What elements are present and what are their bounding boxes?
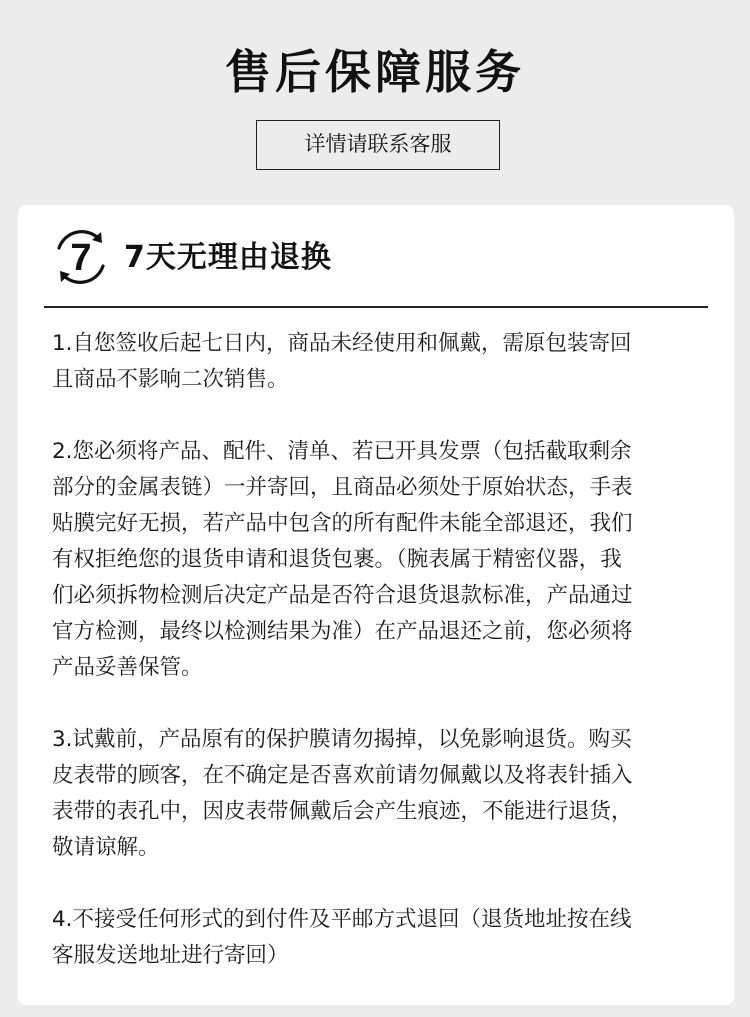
rule-line: 皮表带的顾客，在不确定是否喜欢前请勿佩戴以及将表针插入 — [52, 763, 633, 788]
rule-line: 产品妥善保管。 — [52, 655, 203, 680]
heading-divider — [44, 306, 708, 308]
rule-line: 2.您必须将产品、配件、清单、若已开具发票（包括截取剩余 — [52, 439, 632, 464]
rule-line: 表带的表孔中，因皮表带佩戴后会产生痕迹，不能进行退货， — [52, 799, 633, 824]
rule-line: 贴膜完好无损，若产品中包含的所有配件未能全部退还，我们 — [52, 511, 633, 536]
rule-line: 部分的金属表链）一并寄回，且商品必须处于原始状态，手表 — [52, 475, 633, 500]
rule-line: 们必须拆物检测后决定产品是否符合退货退款标准，产品通过 — [52, 583, 633, 608]
rule-item-1 — [52, 326, 702, 398]
rule-line: 且商品不影响二次销售。 — [52, 367, 289, 392]
rule-line: 有权拒绝您的退货申请和退货包裹。（腕表属于精密仪器，我 — [52, 547, 622, 572]
rule-line: 1.自您签收后起七日内，商品未经使用和佩戴，需原包装寄回 — [52, 331, 632, 356]
icon-number: 7 — [70, 237, 92, 279]
rule-item-4 — [52, 902, 702, 974]
rule-line: 敬请谅解。 — [52, 835, 160, 860]
contact-service-button[interactable]: 详情请联系客服 — [256, 120, 500, 170]
policy-rules — [52, 326, 702, 1010]
rule-item-3 — [52, 722, 702, 866]
rule-item-2 — [52, 434, 702, 686]
policy-heading: 7天无理由退换 — [124, 240, 332, 275]
rule-line: 客服发送地址进行寄回） — [52, 943, 289, 968]
page-title: 售后保障服务 — [225, 45, 525, 99]
rule-line: 3.试戴前，产品原有的保护膜请勿揭掉，以免影响退货。购买 — [52, 727, 632, 752]
rule-line: 4.不接受任何形式的到付件及平邮方式退回（退货地址按在线 — [52, 907, 632, 932]
seven-circle-arrows-icon — [50, 226, 112, 288]
rule-line: 官方检测，最终以检测结果为准）在产品退还之前，您必须将 — [52, 619, 633, 644]
